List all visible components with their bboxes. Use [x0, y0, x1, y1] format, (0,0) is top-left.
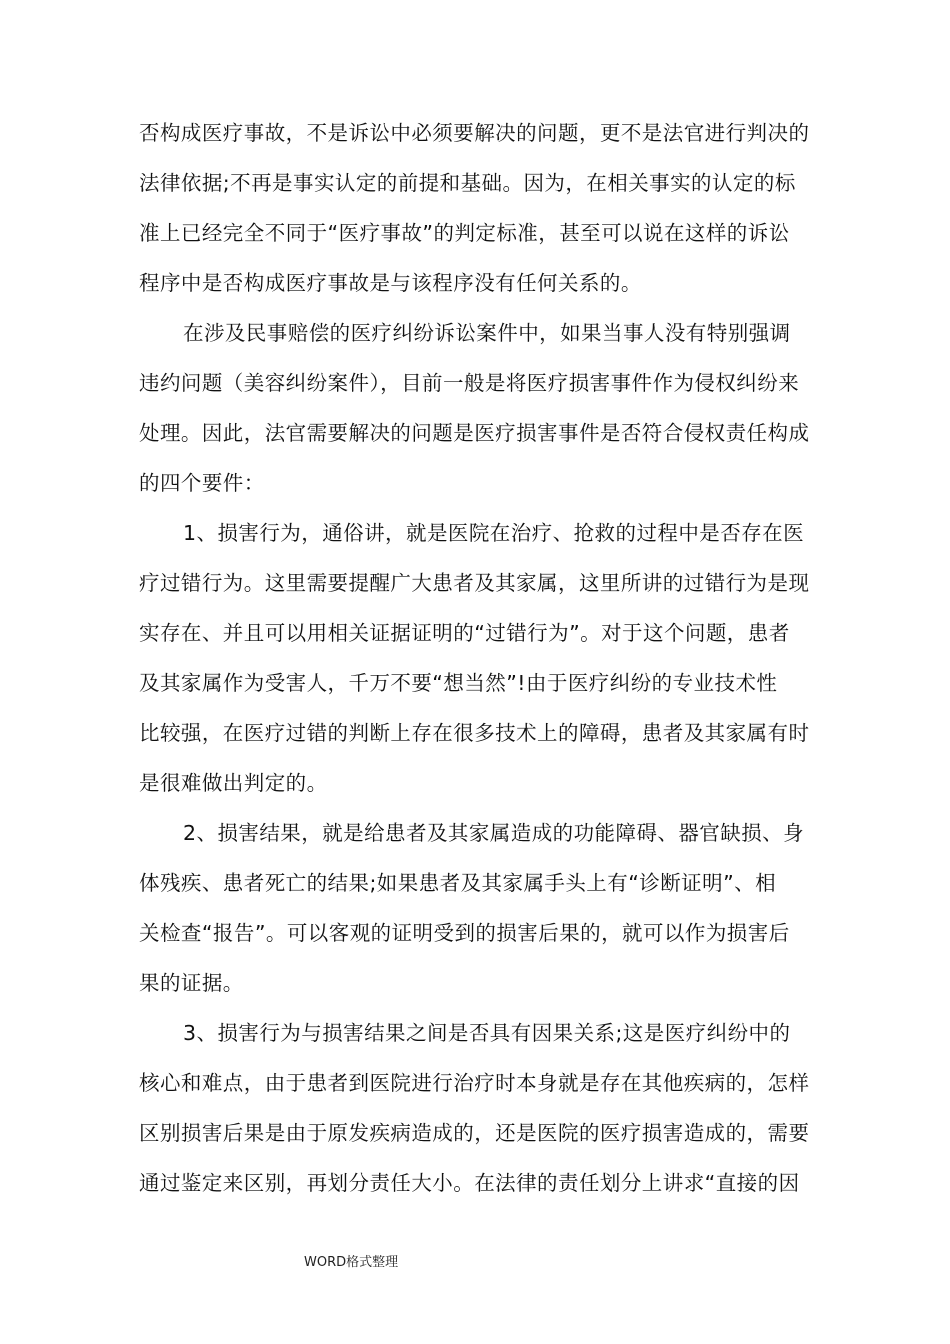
- text-line: 通过鉴定来区别，再划分责任大小。在法律的责任划分上讲求“直接的因: [139, 1171, 800, 1195]
- text-line: 实存在、并且可以用相关证据证明的“过错行为”。对于这个问题，患者: [139, 621, 790, 645]
- page-footer: WORD格式整理: [304, 1255, 399, 1270]
- paragraph-first-line: 在涉及民事赔偿的医疗纠纷诉讼案件中，如果当事人没有特别强调: [183, 321, 791, 345]
- paragraph-first-line: 1、损害行为，通俗讲，就是医院在治疗、抢救的过程中是否存在医: [183, 521, 805, 545]
- text-line: 比较强，在医疗过错的判断上存在很多技术上的障碍，患者及其家属有时: [139, 721, 810, 745]
- text-line: 程序中是否构成医疗事故是与该程序没有任何关系的。: [139, 271, 642, 295]
- paragraph-first-line: 2、损害结果，就是给患者及其家属造成的功能障碍、器官缺损、身: [183, 821, 805, 845]
- text-line: 违约问题（美容纠纷案件），目前一般是将医疗损害事件作为侵权纠纷来: [139, 371, 800, 395]
- text-line: 及其家属作为受害人，千万不要“想当然”!由于医疗纠纷的专业技术性: [139, 671, 778, 695]
- text-line: 核心和难点，由于患者到医院进行治疗时本身就是存在其他疾病的，怎样: [139, 1071, 810, 1095]
- text-line: 否构成医疗事故，不是诉讼中必须要解决的问题，更不是法官进行判决的: [139, 121, 810, 145]
- text-line: 法律依据;不再是事实认定的前提和基础。因为，在相关事实的认定的标: [139, 171, 796, 195]
- text-line: 疗过错行为。这里需要提醒广大患者及其家属，这里所讲的过错行为是现: [139, 571, 810, 595]
- paragraph-first-line: 3、损害行为与损害结果之间是否具有因果关系;这是医疗纠纷中的: [183, 1021, 791, 1045]
- text-line: 处理。因此，法官需要解决的问题是医疗损害事件是否符合侵权责任构成: [139, 421, 810, 445]
- text-line: 果的证据。: [139, 971, 244, 995]
- text-line: 体残疾、患者死亡的结果;如果患者及其家属手头上有“诊断证明”、相: [139, 871, 777, 895]
- text-line: 准上已经完全不同于“医疗事故”的判定标准，甚至可以说在这样的诉讼: [139, 221, 790, 245]
- text-line: 关检查“报告”。可以客观的证明受到的损害后果的，就可以作为损害后: [139, 921, 790, 945]
- text-line: 的四个要件：: [139, 471, 265, 495]
- text-line: 是很难做出判定的。: [139, 771, 328, 795]
- text-line: 区别损害后果是由于原发疾病造成的，还是医院的医疗损害造成的，需要: [139, 1121, 810, 1145]
